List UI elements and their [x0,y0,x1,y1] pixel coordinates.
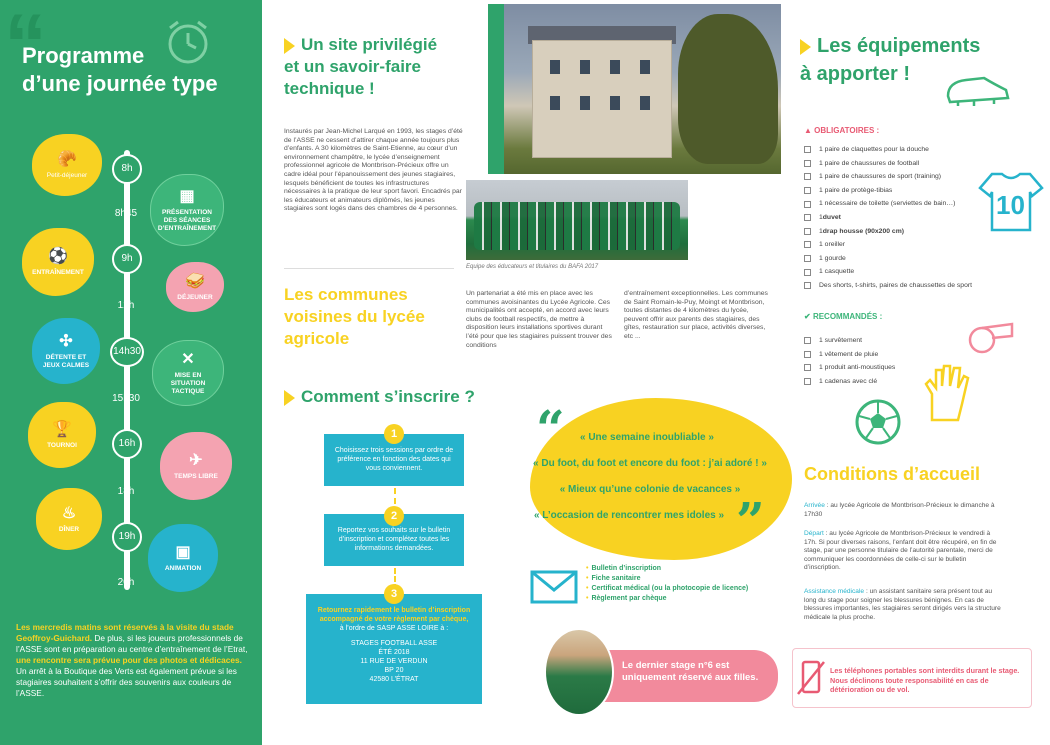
site-title: Un site privilégié et un savoir-faire technique ! [284,35,438,98]
team-group [474,202,680,250]
document-item: • Certificat médical (ou la photocopie de licence) [586,584,786,594]
envelope-icon [530,570,578,604]
time-14h30: 14h30 [110,337,144,367]
photo-band [488,4,504,174]
wednesday-note: Les mercredis matins sont réservés à la visite du stade Geoffroy-Guichard. De plus, si les joueurs professionnels de l’ASSE sont en préparation au centre d’entraînement de l’Etrat, une rencontre sera prévue pour des photos et dédicaces. Un arrêt à la Boutique des Verts est également prévue si les stagiaires souhaitent s’offrir des souvenirs aux couleurs de l’ASSE. [16,622,248,698]
equipment-title: Les équipements à apporter ! [800,35,981,85]
communes-col2: d’entraînement exceptionnelles. Les communes de Saint Romain-le-Puy, Moingt et Montbrison, toutes distantes de 4 kilomètres du lycée, peuvent offrir aux parents des stagiaires, des gîtes, restauration sur place, activités diverses, etc ... [624,290,768,340]
team-photo-caption: Equipe des éducateurs et titulaires du BAFA 2017 [466,264,599,270]
checkbox[interactable] [804,378,811,385]
checklist-item[interactable]: 1 casquette [804,265,994,279]
girls-stage-note: Le dernier stage n°6 est uniquement réservé aux filles. [598,650,778,702]
activity-breakfast: 🥐 Petit-déjeuner [32,134,102,196]
activity-lunch: 🥪 DÉJEUNER [166,262,224,312]
arrow-icon [284,390,295,406]
inscription-title: Comment s’inscrire ? [284,386,544,408]
checkbox[interactable] [804,146,811,153]
player-icon: ⚽ [48,247,68,265]
time-8h: 8h [112,154,142,184]
checklist-item[interactable]: 1 paire de chaussures de sport (training) [804,170,994,184]
tactic-board-icon: ✕ [181,350,195,368]
communes-col1: Un partenariat a été mis en place avec les communes avoisinantes du Lycée Agricole. Ces municipalités ont accepté, en accord avec leurs clubs de football respectifs, de mettre à disposition leurs installations sportives durant l’été pour que les stagiaires puissent trouver des conditions [466,290,612,349]
window [550,60,560,74]
team-photo [466,180,688,260]
step-3-box: Retournez rapidement le bulletin d’inscription accompagné de votre règlement par chèque, à l’ordre de SASP ASSE LOIRE à : STAGES FOOTBALL ASSE ÉTÉ 2018 11 RUE DE VERDUN BP 20 42580 L’ÉTRAT [306,594,482,704]
football-boot-icon [944,74,1012,108]
checklist-item[interactable]: 1 survêtement [804,334,994,348]
checkbox[interactable] [804,351,811,358]
no-phone-icon [796,658,826,698]
goalkeeper-glove-icon [922,364,970,424]
activity-dinner: ♨ DÎNER [36,488,102,550]
paper-plane-icon: ✈ [189,451,203,469]
departure-text: Départ : au lycée Agricole de Montbrison-Précieux le vendredi à 17h. Si pour diverses raisons, l’enfant doit être récupéré, en fin de stage, par une personne titulaire de l’autorité parentale, merci de communiquer les coordonnées de celle-ci sur le bulletin d’inscription. [804,530,997,572]
window [640,96,650,110]
photo-icon: ▣ [175,543,191,561]
activity-training: ⚽ ENTRAÎNEMENT [22,228,94,296]
checklist-item[interactable]: 1 paire de chaussures de football [804,157,994,171]
dish-icon: ♨ [61,504,77,522]
quote-2: « Du foot, du foot et encore du foot : j’ai adoré ! » [533,458,767,469]
time-19h: 19h [112,522,142,552]
checkbox[interactable] [804,214,811,221]
alarm-clock-icon [160,14,216,70]
checklist-item[interactable]: 1 vêtement de pluie [804,348,994,362]
left-panel [0,0,262,745]
checkbox[interactable] [804,173,811,180]
activity-relax: ✣ DÉTENTE ET JEUX CALMES [32,318,100,384]
checklist-item[interactable]: Des shorts, t-shirts, paires de chaussettes de sport [804,279,994,293]
checkbox[interactable] [804,160,811,167]
checklist-item[interactable]: 1 oreiller [804,238,994,252]
step-2-box: Reportez vos souhaits sur le bulletin d’inscription et complétez toutes les informations demandées. [324,514,464,566]
window [580,96,590,110]
window [580,60,590,74]
player-photo [544,628,614,716]
step-2-number: 2 [384,506,404,526]
window [610,60,620,74]
activity-presentation: ▦ PRÉSENTATION DES SÉANCES D’ENTRAÎNEMENT [150,174,224,246]
mandatory-heading: ▲ OBLIGATOIRES : [804,126,880,135]
checklist-item[interactable]: 1 gourde [804,252,994,266]
quote-1: « Une semaine inoubliable » [580,432,714,443]
activity-free-time: ✈ TEMPS LIBRE [160,432,232,500]
step-1-number: 1 [384,424,404,444]
checkbox[interactable] [804,337,811,344]
checklist-item[interactable]: 1 paire de claquettes pour la douche [804,143,994,157]
divider [284,268,454,269]
checkbox[interactable] [804,201,811,208]
checklist-item[interactable]: 1 cadenas avec clé [804,375,994,389]
whistle-icon [966,316,1016,356]
checkbox[interactable] [804,241,811,248]
document-item: • Fiche sanitaire [586,574,786,584]
checkbox[interactable] [804,187,811,194]
checklist-item[interactable]: 1 nécessaire de toilette (serviettes de bain…) [804,197,994,211]
time-8h45: 8h45 [114,208,138,219]
arrow-icon [284,38,295,54]
time-15h30: 15h30 [112,393,140,404]
activity-tactics: ✕ MISE EN SITUATION TACTIQUE [152,340,224,406]
castle-photo [488,4,781,174]
document-item: • Règlement par chèque [586,594,786,604]
recommended-heading: ✔ RECOMMANDÉS : [804,312,883,321]
phone-note-text: Les téléphones portables sont interdits durant le stage. Nous déclinons toute responsabilité en cas de détérioration ou de vol. [830,666,1020,695]
checkbox[interactable] [804,228,811,235]
documents-list [586,564,786,604]
arrival-text: Arrivée : au lycée Agricole de Montbrison-Précieux le dimanche à 17h30 [804,502,995,518]
open-quote-icon: “ [536,399,565,458]
time-18h: 18h [117,486,135,497]
pinwheel-icon: ✣ [59,332,73,350]
warning-icon: ▲ [804,126,812,135]
time-9h: 9h [112,244,142,274]
medical-text: Assistance médicale : un assistant sanitaire sera présent tout au long du stage pour soigner les blessures bénignes. En cas de blessures importantes, les stagiaires seront dirigés vers la structure médicale la plus proche. [804,588,1001,621]
conditions-title: Conditions d’accueil [804,464,981,484]
checklist-item[interactable]: 1 paire de protège-tibias [804,184,994,198]
window [610,96,620,110]
checklist-item[interactable]: 1 duvet [804,211,994,225]
football-icon [854,398,902,446]
window [640,60,650,74]
checklist-item[interactable]: 1 drap housse (90x200 cm) [804,225,994,239]
activity-animation: ▣ ANIMATION [148,524,218,592]
step-3-number: 3 [384,584,404,604]
sandwich-icon: 🥪 [185,272,205,290]
step-1-box: Choisissez trois sessions par ordre de préférence en fonction des dates qui vous conviennent. [324,434,464,486]
activity-tournament: 🏆 TOURNOI [28,402,96,468]
quote-4: « L’occasion de rencontrer mes idoles » [533,510,725,521]
checkbox[interactable] [804,364,811,371]
time-12h: 12h [117,300,135,311]
checkbox[interactable] [804,255,811,262]
quote-mark-icon: “ [4,0,47,93]
check-icon: ✔ [804,312,811,321]
quote-3: « Mieux qu’une colonie de vacances » [559,484,741,495]
time-20h: 20h [117,577,135,588]
board-icon: ▦ [179,187,195,205]
window [550,96,560,110]
arrow-icon [800,39,811,55]
document-item: • Bulletin d’inscription [586,564,786,574]
checkbox[interactable] [804,269,811,276]
communes-title: Les communes voisines du lycée agricole [284,285,425,348]
close-quote-icon: ” [736,491,765,550]
site-body: Instaurés par Jean-Michel Larqué en 1993, les stages d’été de l’ASSE ne cessent d’attirer chaque année toujours plus d’enfants. A 30 kilomètres de Saint-Etienne, au cœur d’un environnement champêtre, le lycée d’enseignement professionnel agricole de Montbrison-Précieux offre un cadre idéal pour l’épanouissement des jeunes stagiaires, lesquels bénéficient de toutes les infrastructures nécessaires à la pratique de leur sport favori. Encadrés par les éducateurs et animateurs diplômés, les jeunes stagiaires sont logés dans des chambres de 4 personnes. [284,128,463,213]
podium-icon: 🏆 [52,420,72,438]
croissant-icon: 🥐 [57,150,77,168]
schedule-title: Programme d’une journée type [22,43,218,96]
jersey-number: 10 [996,190,1025,220]
tree [678,14,778,164]
mandatory-list [804,143,994,293]
time-16h: 16h [112,429,142,459]
checklist-item[interactable]: 1 produit anti-moustiques [804,361,994,375]
checkbox[interactable] [804,282,811,289]
